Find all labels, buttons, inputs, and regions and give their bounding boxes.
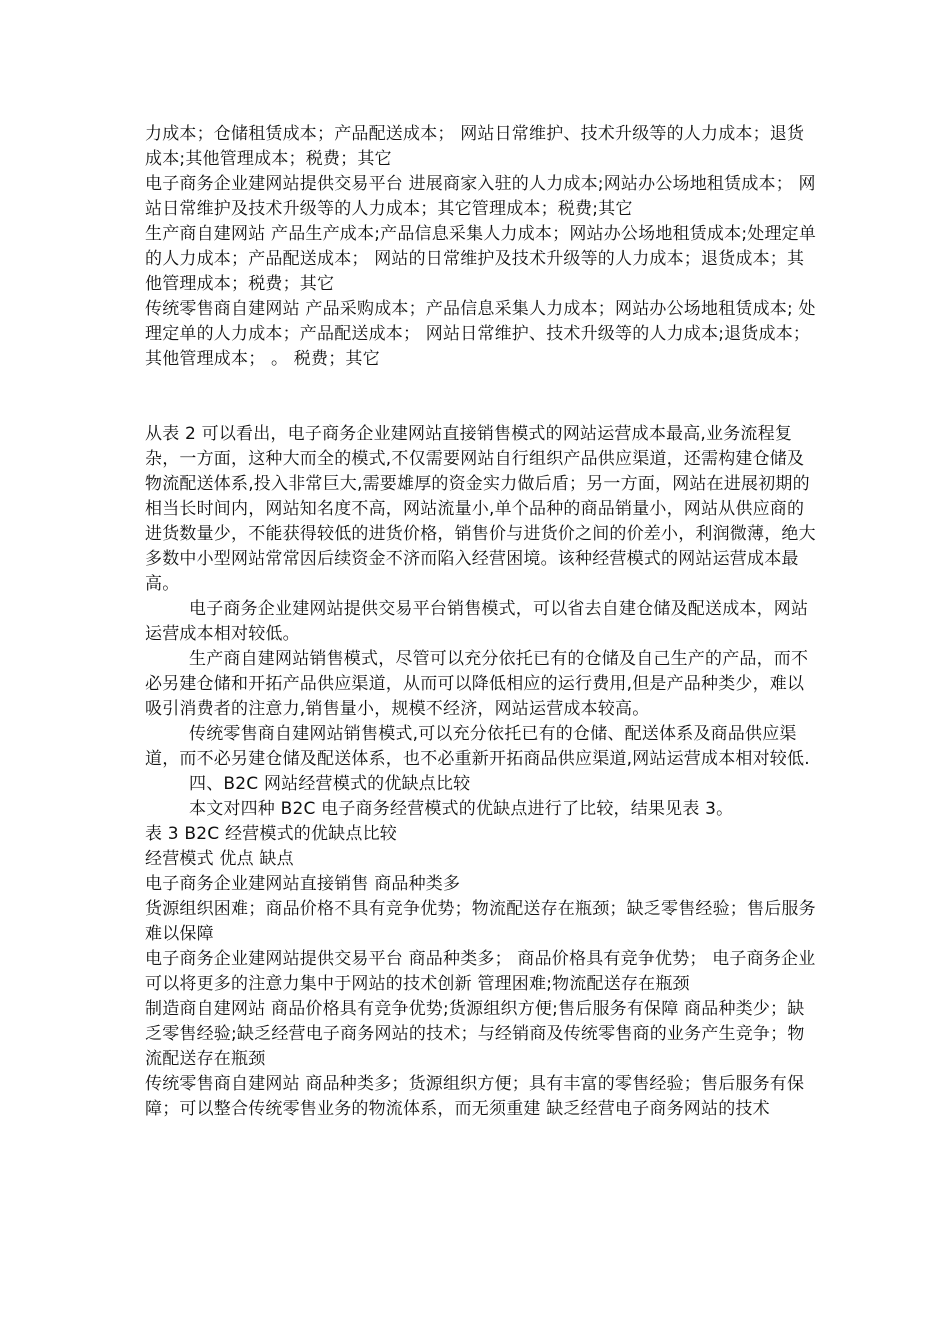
body-text <box>145 422 817 1122</box>
paragraph: 从表 2 可以看出，电子商务企业建网站直接销售模式的网站运营成本最高,业务流程复杂，一方面，这种大而全的模式,不仅需要网站自行组织产品供应渠道，还需构建仓储及物流配送体系,投入非常巨大,需要雄厚的资金实力做后盾；另一方面，网站在进展初期的相当长时间内，网站知名度不高，网站流量小,单个品种的商品销量小，网站从供应商的进货数量少，不能获得较低的进货价格，销售价与进货价之间的价差小，利润微薄，绝大多数中小型网站常常因后续资金不济而陷入经营困境。该种经营模式的网站运营成本最高。 <box>145 424 816 594</box>
cost-line: 力成本；仓储租赁成本；产品配送成本； 网站日常维护、技术升级等的人力成本；退货成本;其他管理成本；税费；其它 <box>145 124 805 169</box>
section-heading: 四、B2C 网站经营模式的优缺点比较 <box>189 774 471 794</box>
cost-line: 电子商务企业建网站提供交易平台 进展商家入驻的人力成本;网站办公场地租赁成本； 网站日常维护及技术升级等的人力成本；其它管理成本；税费;其它 <box>145 174 816 219</box>
table-row: 传统零售商自建网站 商品种类多；货源组织方便；具有丰富的零售经验；售后服务有保障；可以整合传统零售业务的物流体系，而无须重建 缺乏经营电子商务网站的技术 <box>145 1074 805 1119</box>
paragraph: 生产商自建网站销售模式，尽管可以充分依托已有的仓储及自己生产的产品，而不必另建仓储和开拓产品供应渠道，从而可以降低相应的运行费用,但是产品种类少，难以吸引消费者的注意力,销售量小，规模不经济，网站运营成本较高。 <box>145 649 809 719</box>
table-caption: 表 3 B2C 经营模式的优缺点比较 <box>145 824 397 844</box>
paragraph: 电子商务企业建网站提供交易平台销售模式，可以省去自建仓储及配送成本，网站运营成本相对较低。 <box>145 599 809 644</box>
table-row: 电子商务企业建网站直接销售 商品种类多 <box>145 874 461 894</box>
table-row: 货源组织困难；商品价格不具有竞争优势；物流配送存在瓶颈；缺乏零售经验；售后服务难以保障 <box>145 899 816 944</box>
table-row: 制造商自建网站 商品价格具有竞争优势;货源组织方便;售后服务有保障 商品种类少；缺乏零售经验;缺乏经营电子商务网站的技术；与经销商及传统零售商的业务产生竞争；物流配送存在瓶颈 <box>145 999 805 1069</box>
cost-line: 生产商自建网站 产品生产成本;产品信息采集人力成本；网站办公场地租赁成本;处理定单的人力成本；产品配送成本； 网站的日常维护及技术升级等的人力成本；退货成本；其他管理成本；税费；其它 <box>145 224 817 294</box>
cost-line: 传统零售商自建网站 产品采购成本；产品信息采集人力成本；网站办公场地租赁成本; 处理定单的人力成本；产品配送成本； 网站日常维护、技术升级等的人力成本;退货成本；其他管理成本； 。 税费；其它 <box>145 299 816 369</box>
table-row: 电子商务企业建网站提供交易平台 商品种类多； 商品价格具有竞争优势； 电子商务企业可以将更多的注意力集中于网站的技术创新 管理困难;物流配送存在瓶颈 <box>145 949 816 994</box>
paragraph: 传统零售商自建网站销售模式,可以充分依托已有的仓储、配送体系及商品供应渠道，而不必另建仓储及配送体系，也不必重新开拓商品供应渠道,网站运营成本相对较低. <box>145 724 810 769</box>
cost-table-text <box>145 122 817 372</box>
table-header: 经营模式 优点 缺点 <box>145 849 294 869</box>
paragraph: 本文对四种 B2C 电子商务经营模式的优缺点进行了比较，结果见表 3。 <box>189 799 734 819</box>
